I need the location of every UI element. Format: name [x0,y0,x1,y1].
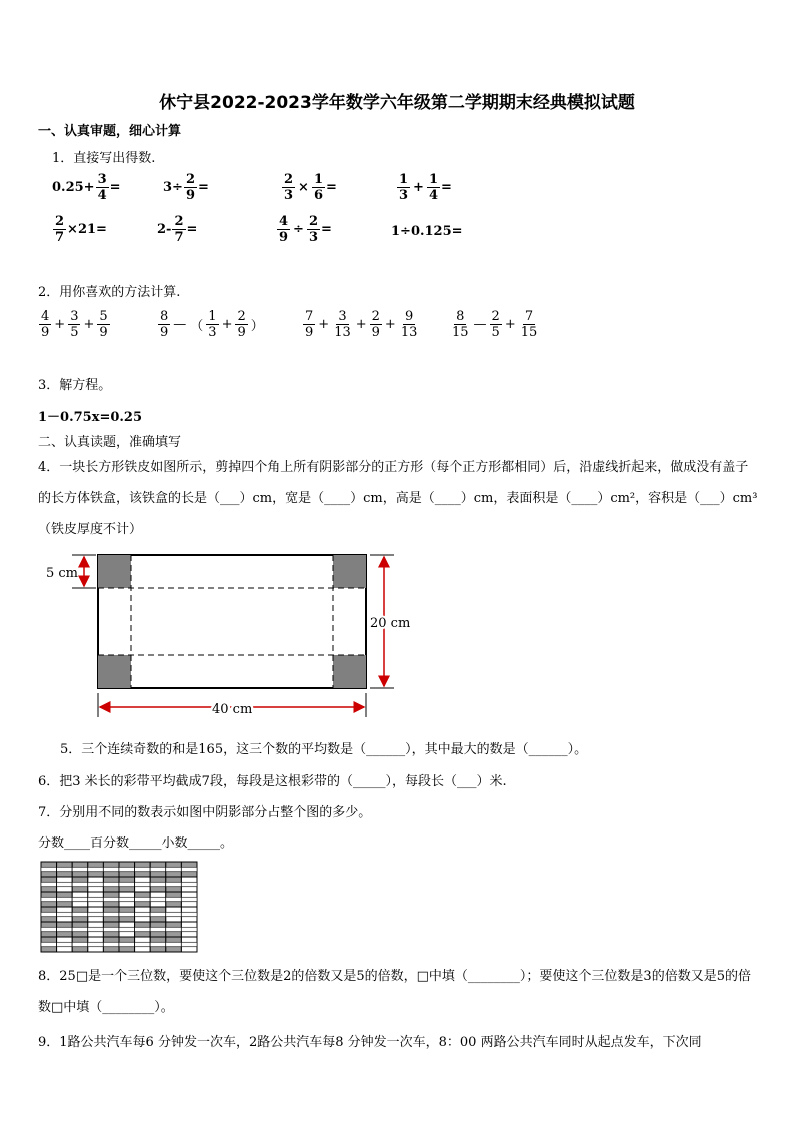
grid-cell-divider [181,912,197,917]
grid-cell-divider [135,912,151,917]
grid-cells [41,862,197,952]
q1-item-7: $\frac{4}{9}$ ÷ $\frac{2}{3}$ = [279,214,332,245]
grid-cell-divider [166,942,182,947]
q2-label: 2．用你喜欢的方法计算. [38,285,181,300]
corner-square-br [333,655,366,688]
right-dimension-label: 20 cm [370,616,411,631]
grid-cell-divider [57,897,73,902]
grid-cell-divider [57,942,73,947]
q7-fill-blanks: 分数____百分数_____小数_____。 [38,836,234,851]
q8-text: 8．25□是一个三位数，要使这个三位数是2的倍数又是5的倍数，□中填（________）；要使这个三位数是3的倍数又是5的倍数□中填（________）。 [38,969,751,1015]
grid-cell-divider [88,882,104,887]
grid-cell-divider [103,927,119,932]
grid-cell-divider [119,927,135,932]
section-1-heading: 一、认真审题，细心计算 [38,124,182,139]
grid-cell-divider [150,882,166,887]
grid-cell-divider [72,882,88,887]
grid-cell-divider [72,897,88,902]
grid-cell-divider [88,912,104,917]
grid-cell-divider [119,942,135,947]
grid-cell-divider [135,942,151,947]
grid-cell-divider [150,912,166,917]
grid-cell-divider [57,912,73,917]
grid-cell-divider [57,927,73,932]
grid-cell-divider [72,912,88,917]
grid-cell-divider [72,942,88,947]
grid-cell-divider [150,867,166,872]
q4-text: 4．一块长方形铁皮如图所示，剪掉四个角上所有阴影部分的正方形（每个正方形都相同）后，沿虚线折起来，做成没有盖子的长方体铁盒，该铁盒的长是（___）cm，宽是（____）cm，高是（____）cm，表面积是（____）cm²，容积是（___）cm³（铁皮厚度不计） [38,460,758,537]
q2-expr-2: $\frac{8}{9}$ — （ $\frac{1}{3}$ + $\frac{2}{9}$ ） [160,309,264,340]
q1-item-3: $\frac{2}{3}$ × $\frac{1}{6}$ = [284,172,337,203]
grid-cell-divider [135,927,151,932]
grid-cell-divider [57,882,73,887]
grid-cell-divider [181,882,197,887]
grid-cell-divider [135,897,151,902]
grid-cell-divider [103,882,119,887]
q4-figure [40,545,420,720]
sheet-rect [98,555,366,688]
grid-cell-divider [166,867,182,872]
grid-cell-divider [41,882,57,887]
grid-cell-divider [119,882,135,887]
q7-grid-figure [40,861,200,956]
grid-cell-divider [88,942,104,947]
grid-cell-divider [72,867,88,872]
grid-cell-divider [41,897,57,902]
grid-cell-divider [41,912,57,917]
grid-cell-divider [72,927,88,932]
fold-lines [98,555,366,688]
grid-cell-divider [166,897,182,902]
q1-item-8: 1÷0.125= [391,224,463,239]
q1-item-1: 0.25+ $\frac{3}{4}$ = [52,172,121,203]
grid-cell-divider [135,882,151,887]
grid-cell-divider [103,942,119,947]
grid-cell-divider [119,897,135,902]
grid-cell-divider [41,942,57,947]
q2-expr-1: $\frac{4}{9}$ + $\frac{3}{5}$ + $\frac{5}{9}$ [41,309,108,340]
grid-cell-divider [181,942,197,947]
q7-text: 7．分别用不同的数表示如图中阴影部分占整个图的多少。 [38,805,372,820]
q1-item-2: 3÷ $\frac{2}{9}$ = [163,172,209,203]
q1-label: 1．直接写出得数. [52,151,156,166]
grid-cell-divider [150,897,166,902]
grid-cell-divider [181,897,197,902]
grid-cell-divider [103,897,119,902]
grid-cell-divider [41,867,57,872]
grid-cell-divider [150,927,166,932]
q1-item-6: 2- $\frac{2}{7}$ = [157,214,198,245]
grid-cell-divider [88,897,104,902]
grid-cell-divider [181,867,197,872]
grid-cell-divider [181,927,197,932]
page-title: 休宁县2022-2023学年数学六年级第二学期期末经典模拟试题 [159,93,635,113]
q5-text: 5．三个连续奇数的和是165，这三个数的平均数是（______），其中最大的数是（______）。 [60,742,588,757]
corner-square-tl [98,555,131,588]
grid-cell-divider [166,912,182,917]
corner-square-tr [333,555,366,588]
grid-cell-divider [135,867,151,872]
q2-expr-3: $\frac{7}{9}$ + $\frac{3}{13}$ + $\frac{2}{9}$ + $\frac{9}{13}$ [305,309,418,340]
q2-expr-4: $\frac{8}{15}$ — $\frac{2}{5}$ + $\frac{7}{15}$ [452,309,538,340]
grid-cell-divider [103,867,119,872]
grid-cell-divider [119,912,135,917]
section-2-heading: 二、认真读题，准确填写 [38,435,182,450]
bottom-dimension-label: 40 cm [212,702,253,717]
q3-equation: 1－0.75x=0.25 [38,410,143,425]
q3-label: 3．解方程。 [38,378,112,393]
grid-cell-divider [88,927,104,932]
grid-cell-divider [166,927,182,932]
grid-cell-divider [57,867,73,872]
q1-item-5: $\frac{2}{7}$ ×21= [55,214,107,245]
grid-cell-divider [41,927,57,932]
grid-cell-divider [103,912,119,917]
grid-cell-divider [150,942,166,947]
corner-square-bl [98,655,131,688]
q6-text: 6．把3 米长的彩带平均截成7段，每段是这根彩带的（_____），每段长（___）米. [38,774,507,789]
grid-cell-divider [119,867,135,872]
grid-cell-divider [88,867,104,872]
q1-item-4: $\frac{1}{3}$ + $\frac{1}{4}$ = [399,172,452,203]
left-dimension-label: 5 cm [46,566,79,581]
grid-cell-divider [166,882,182,887]
q9-text: 9．1路公共汽车每6 分钟发一次车，2路公共汽车每8 分钟发一次车，8：00 两路公共汽车同时从起点发车，下次同 [38,1035,702,1050]
